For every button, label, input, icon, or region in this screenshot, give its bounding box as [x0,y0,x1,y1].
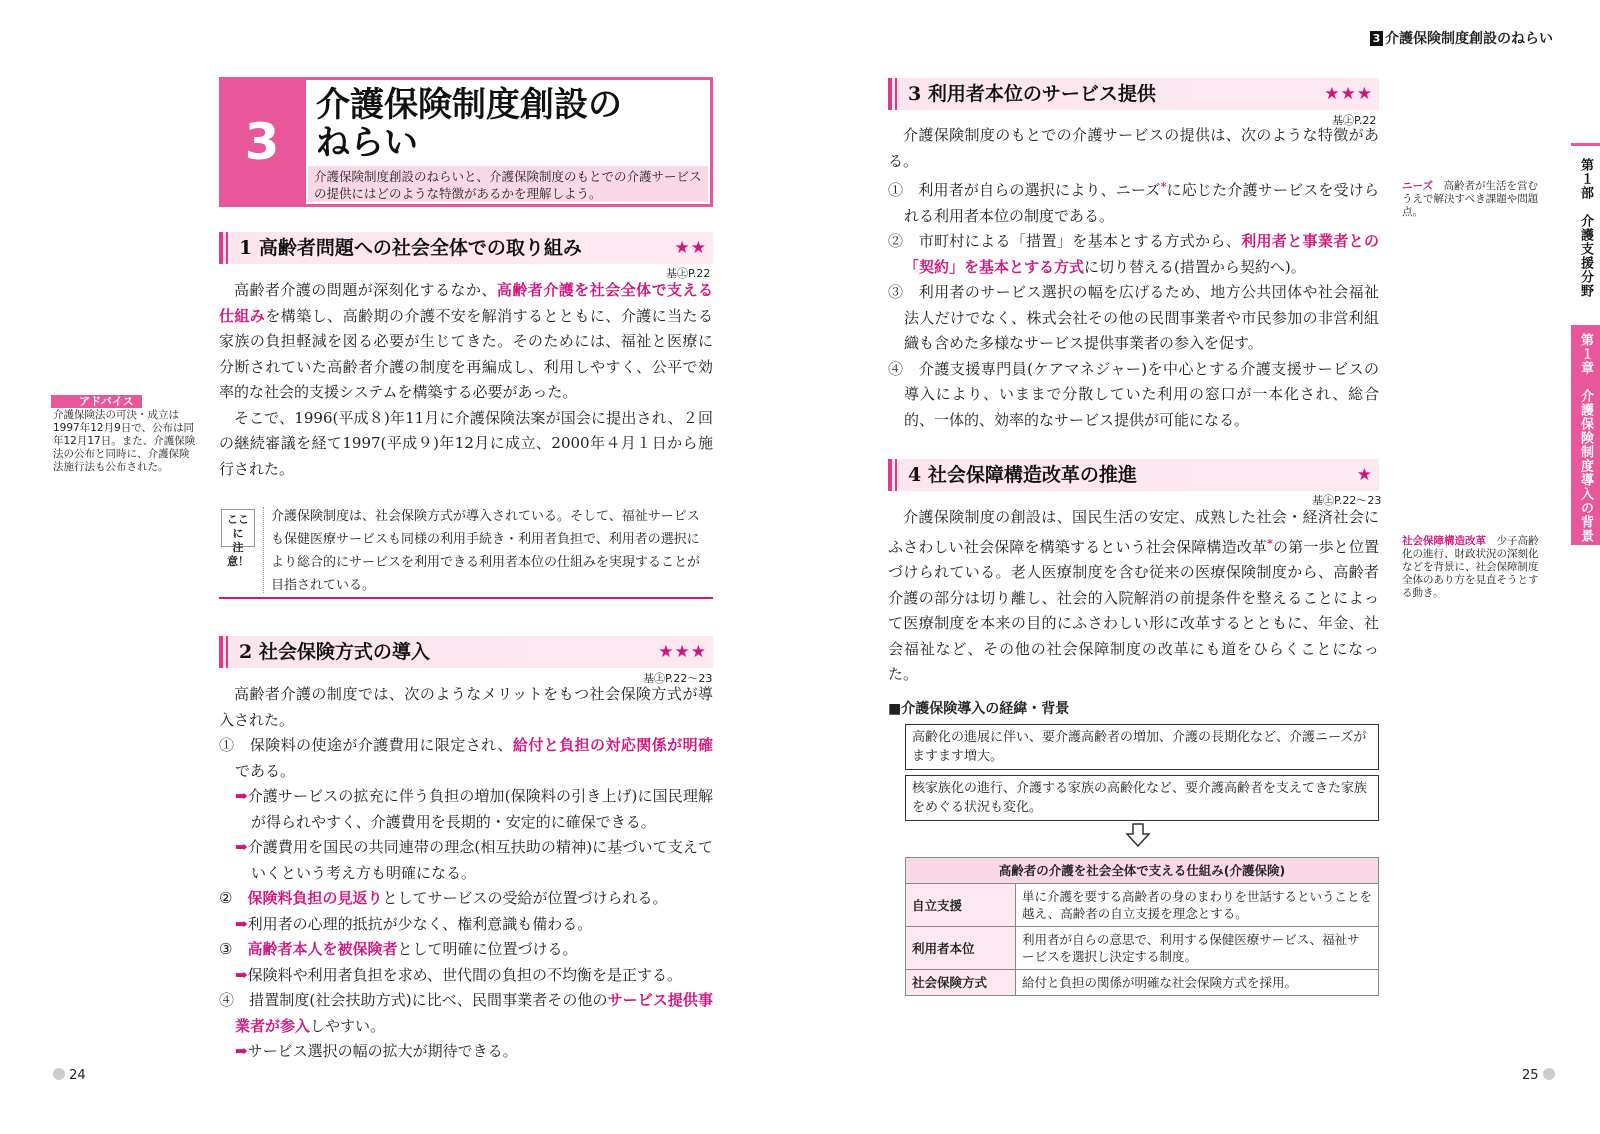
feature-item-2: ② 市町村による「措置」を基本とする方式から、利用者と事業者との「契約」を基本とする方式に切り替える(措置から契約へ)。 [888,232,1379,276]
system-table [905,857,1379,996]
table-row: 利用者本位 利用者が自らの意思で、利用する保健医療サービス、福祉サービスを選択し決定する制度。 [906,927,1379,970]
section-1-paragraph-1: 高齢者介護の問題が深刻化するなか、高齢者介護を社会全体で支える仕組みを構築し、高齢期の介護不安を解消するとともに、介護に当たる家族の負担軽減を図る必要が生じてきた。そのためには、福祉と医療に分断されていた高齢者介護の制度を再編成し、利用しやすく、公平で効率的な社会的支援システムを構築する必要があった。 [219,281,713,401]
term-note-needs: ニーズ 高齢者が生活を営むうえで解決すべき課題や問題点。 [1402,180,1539,218]
key-phrase: 高齢者本人を被保険者 [247,940,398,958]
arrow-right-icon: ➡ [235,965,248,984]
section-title-1: 1 高齢者問題への社会全体での取り組み [239,237,582,259]
feature-item-3: ③ 利用者のサービス選択の幅を広げるため、地方公共団体や社会福祉法人だけでなく、株式会社その他の民間事業者や市民参加の非営利組織も含めた多様なサービス提供事業者の参入を促す。 [888,283,1379,352]
section-1-paragraph-2: そこで、1996(平成８)年11月に介護保険法案が国会に提出され、２回の継続審議を経て1997(平成９)年12月に成立、2000年４月１日から施行された。 [219,408,713,478]
chapter-title-line2: ねらい [316,123,418,163]
footnote-marker: * [1160,180,1167,193]
caution-text: 介護保険制度は、社会保険方式が導入されている。そして、福祉サービスも保健医療サービスも同様の利用手続き・利用者負担で、利用者の選択により総合的にサービスを利用できる利用者本位の仕組みを実現することが目指されている。 [271,509,701,593]
arrow-right-icon: ➡ [235,787,248,805]
background-box-1: 高齢化の進展に伴い、要介護高齢者の増加、介護の長期化など、介護ニーズがますます増大。 [905,724,1379,770]
arrow-right-icon: ➡ [235,838,248,856]
importance-stars-4: ★ [1356,465,1373,485]
merit-sub-1a: ➡介護サービスの拡充に伴う負担の増加(保険料の引き上げ)に国民理解が得られやすく、介護費用を長期的・安定的に確保できる。 [235,787,713,831]
running-header [1370,28,1553,48]
section-3-body [888,123,1379,433]
importance-stars-1: ★★ [674,238,707,258]
section-3-intro: 介護保険制度のもとでの介護サービスの提供は、次のような特徴がある。 [888,126,1379,170]
merit-item-4: ④ 措置制度(社会扶助方式)に比べ、民間事業者その他のサービス提供事業者が参入しやすい。 [219,991,713,1035]
feature-item-1: ① 利用者が自らの選択により、ニーズ*に応じた介護サービスを受けられる利用者本位の制度である。 [888,180,1379,225]
advice-text: 介護保険法の可決・成立は1997年12月9日で、公布は同年12月17日。また、介護保険法の公布と同時に、介護保険法施行法も公布された。 [53,409,196,473]
footnote-marker: * [1267,536,1273,550]
section-4-body [888,505,1379,688]
merit-sub-4: ➡サービス選択の幅の拡大が期待できる。 [235,1042,518,1060]
chapter-title [316,86,622,162]
section-1-body [219,278,713,482]
key-phrase: 保険料負担の見返り [247,889,383,907]
chapter-title-inner [306,80,710,204]
section-heading-4 [888,459,1379,491]
chapter-number: 3 [244,113,280,171]
part-tab-label: 第１部 介護支援分野 [1578,158,1593,298]
section-title-3: 3 利用者本位のサービス提供 [908,83,1156,105]
section-2-body [219,682,713,1065]
feature-item-4: ④ 介護支援専門員(ケアマネジャー)を中心とする介護支援サービスの導入により、いままで分散していた利用の窓口が一本化され、総合的、一体的、効率的なサービス提供が可能になる。 [888,359,1379,429]
running-header-title: 介護保険制度創設のねらい [1385,31,1553,47]
chapter-title-box [219,77,713,207]
section-heading-2 [219,636,713,668]
merit-item-1: ① 保険料の使途が介護費用に限定され、給付と負担の対応関係が明確である。 [219,736,713,780]
page-number-left: 24 [53,1068,86,1083]
arrow-right-icon: ➡ [235,1042,248,1060]
merit-sub-3: ➡保険料や利用者負担を求め、世代間の負担の不均衡を是正する。 [235,965,682,984]
key-phrase: サービス提供事業者が参入 [235,991,713,1035]
section-heading-1 [219,232,713,264]
merit-item-2: ② 保険料負担の見返りとしてサービスの受給が位置づけられる。 [219,889,668,907]
advice-note [53,395,199,474]
merit-item-3: ③ 高齢者本人を被保険者として明確に位置づける。 [219,940,578,958]
term-key: 社会保障構造改革 [1402,535,1486,547]
chapter-tab-label: 第１章 介護保険制度導入の背景 [1578,333,1593,543]
arrow-right-icon: ➡ [235,914,248,933]
caution-box [219,503,713,599]
key-phrase: 利用者と事業者との「契約」を基本とする方式 [904,232,1379,276]
chapter-tab [1571,325,1600,545]
term-key: ニーズ [1402,180,1433,192]
reference-4: 基㊤P.22〜23 [1312,494,1382,507]
merit-sub-2: ➡利用者の心理的抵抗が少なく、権利意識も備わる。 [235,914,593,933]
chapter-title-line1: 介護保険制度創設の [316,85,622,125]
merit-sub-1b: ➡介護費用を国民の共同連帯の理念(相互扶助の精神)に基づいて支えていくという考え方も明確になる。 [235,838,713,882]
running-header-number: 3 [1370,31,1383,46]
key-phrase: 給付と負担の対応関係が明確 [512,736,713,754]
importance-stars-3: ★★★ [1324,84,1373,104]
section-heading-3 [888,78,1379,110]
table-header: 高齢者の介護を社会全体で支える仕組み(介護保険) [906,858,1379,884]
background-box-2: 核家族化の進行、介護する家族の高齢化など、要介護高齢者を支えてきた家族をめぐる状況も変化。 [905,775,1379,821]
section-title-4: 4 社会保障構造改革の推進 [908,464,1137,486]
down-arrow-icon [1125,822,1151,848]
advice-tag: アドバイス [51,395,142,408]
term-note-reform: 社会保障構造改革 少子高齢化の進行、財政状況の深刻化などを背景に、社会保障制度全体のあり方を見直そうとする動き。 [1402,535,1539,599]
reference-2: 基㊤P.22〜23 [643,672,713,685]
caution-tag: ここに 注意！ [221,509,255,547]
reference-3: 基㊤P.22 [1332,114,1377,127]
table-row: 自立支援 単に介護を要する高齢者の身のまわりを世話するということを越え、高齢者の自立支援を理念とする。 [906,884,1379,927]
page-number-right: 25 [1522,1068,1555,1083]
key-phrase: 高齢者介護を社会全体で支える仕組み [219,281,713,325]
table-row: 社会保険方式 給付と負担の関係が明確な社会保険方式を採用。 [906,970,1379,996]
reference-1: 基㊤P.22 [666,267,711,280]
chapter-lead: 介護保険制度創設のねらいと、介護保険制度のもとでの介護サービスの提供にはどのような特徴があるかを理解しよう。 [308,166,708,202]
section-4-paragraph: 介護保険制度の創設は、国民生活の安定、成熟した社会・経済社会にふさわしい社会保障を構築するという社会保障構造改革*の第一歩と位置づけられている。老人医療制度を含む従来の医療保険制度から、高齢者介護の部分は切り離し、社会的入院解消の前提条件を整えることによって医療制度を本来の目的にふさわしい形に改革するとともに、年金、社会福祉など、その他の社会保障制度の改革にも道をひらくことになった。 [888,508,1379,683]
section-2-intro: 高齢者介護の制度では、次のようなメリットをもつ社会保険方式が導入された。 [219,685,713,729]
part-tab [1571,143,1600,318]
importance-stars-2: ★★★ [658,642,707,662]
section-title-2: 2 社会保険方式の導入 [239,641,430,663]
flow-title: ■介護保険導入の経緯・背景 [888,701,1070,717]
